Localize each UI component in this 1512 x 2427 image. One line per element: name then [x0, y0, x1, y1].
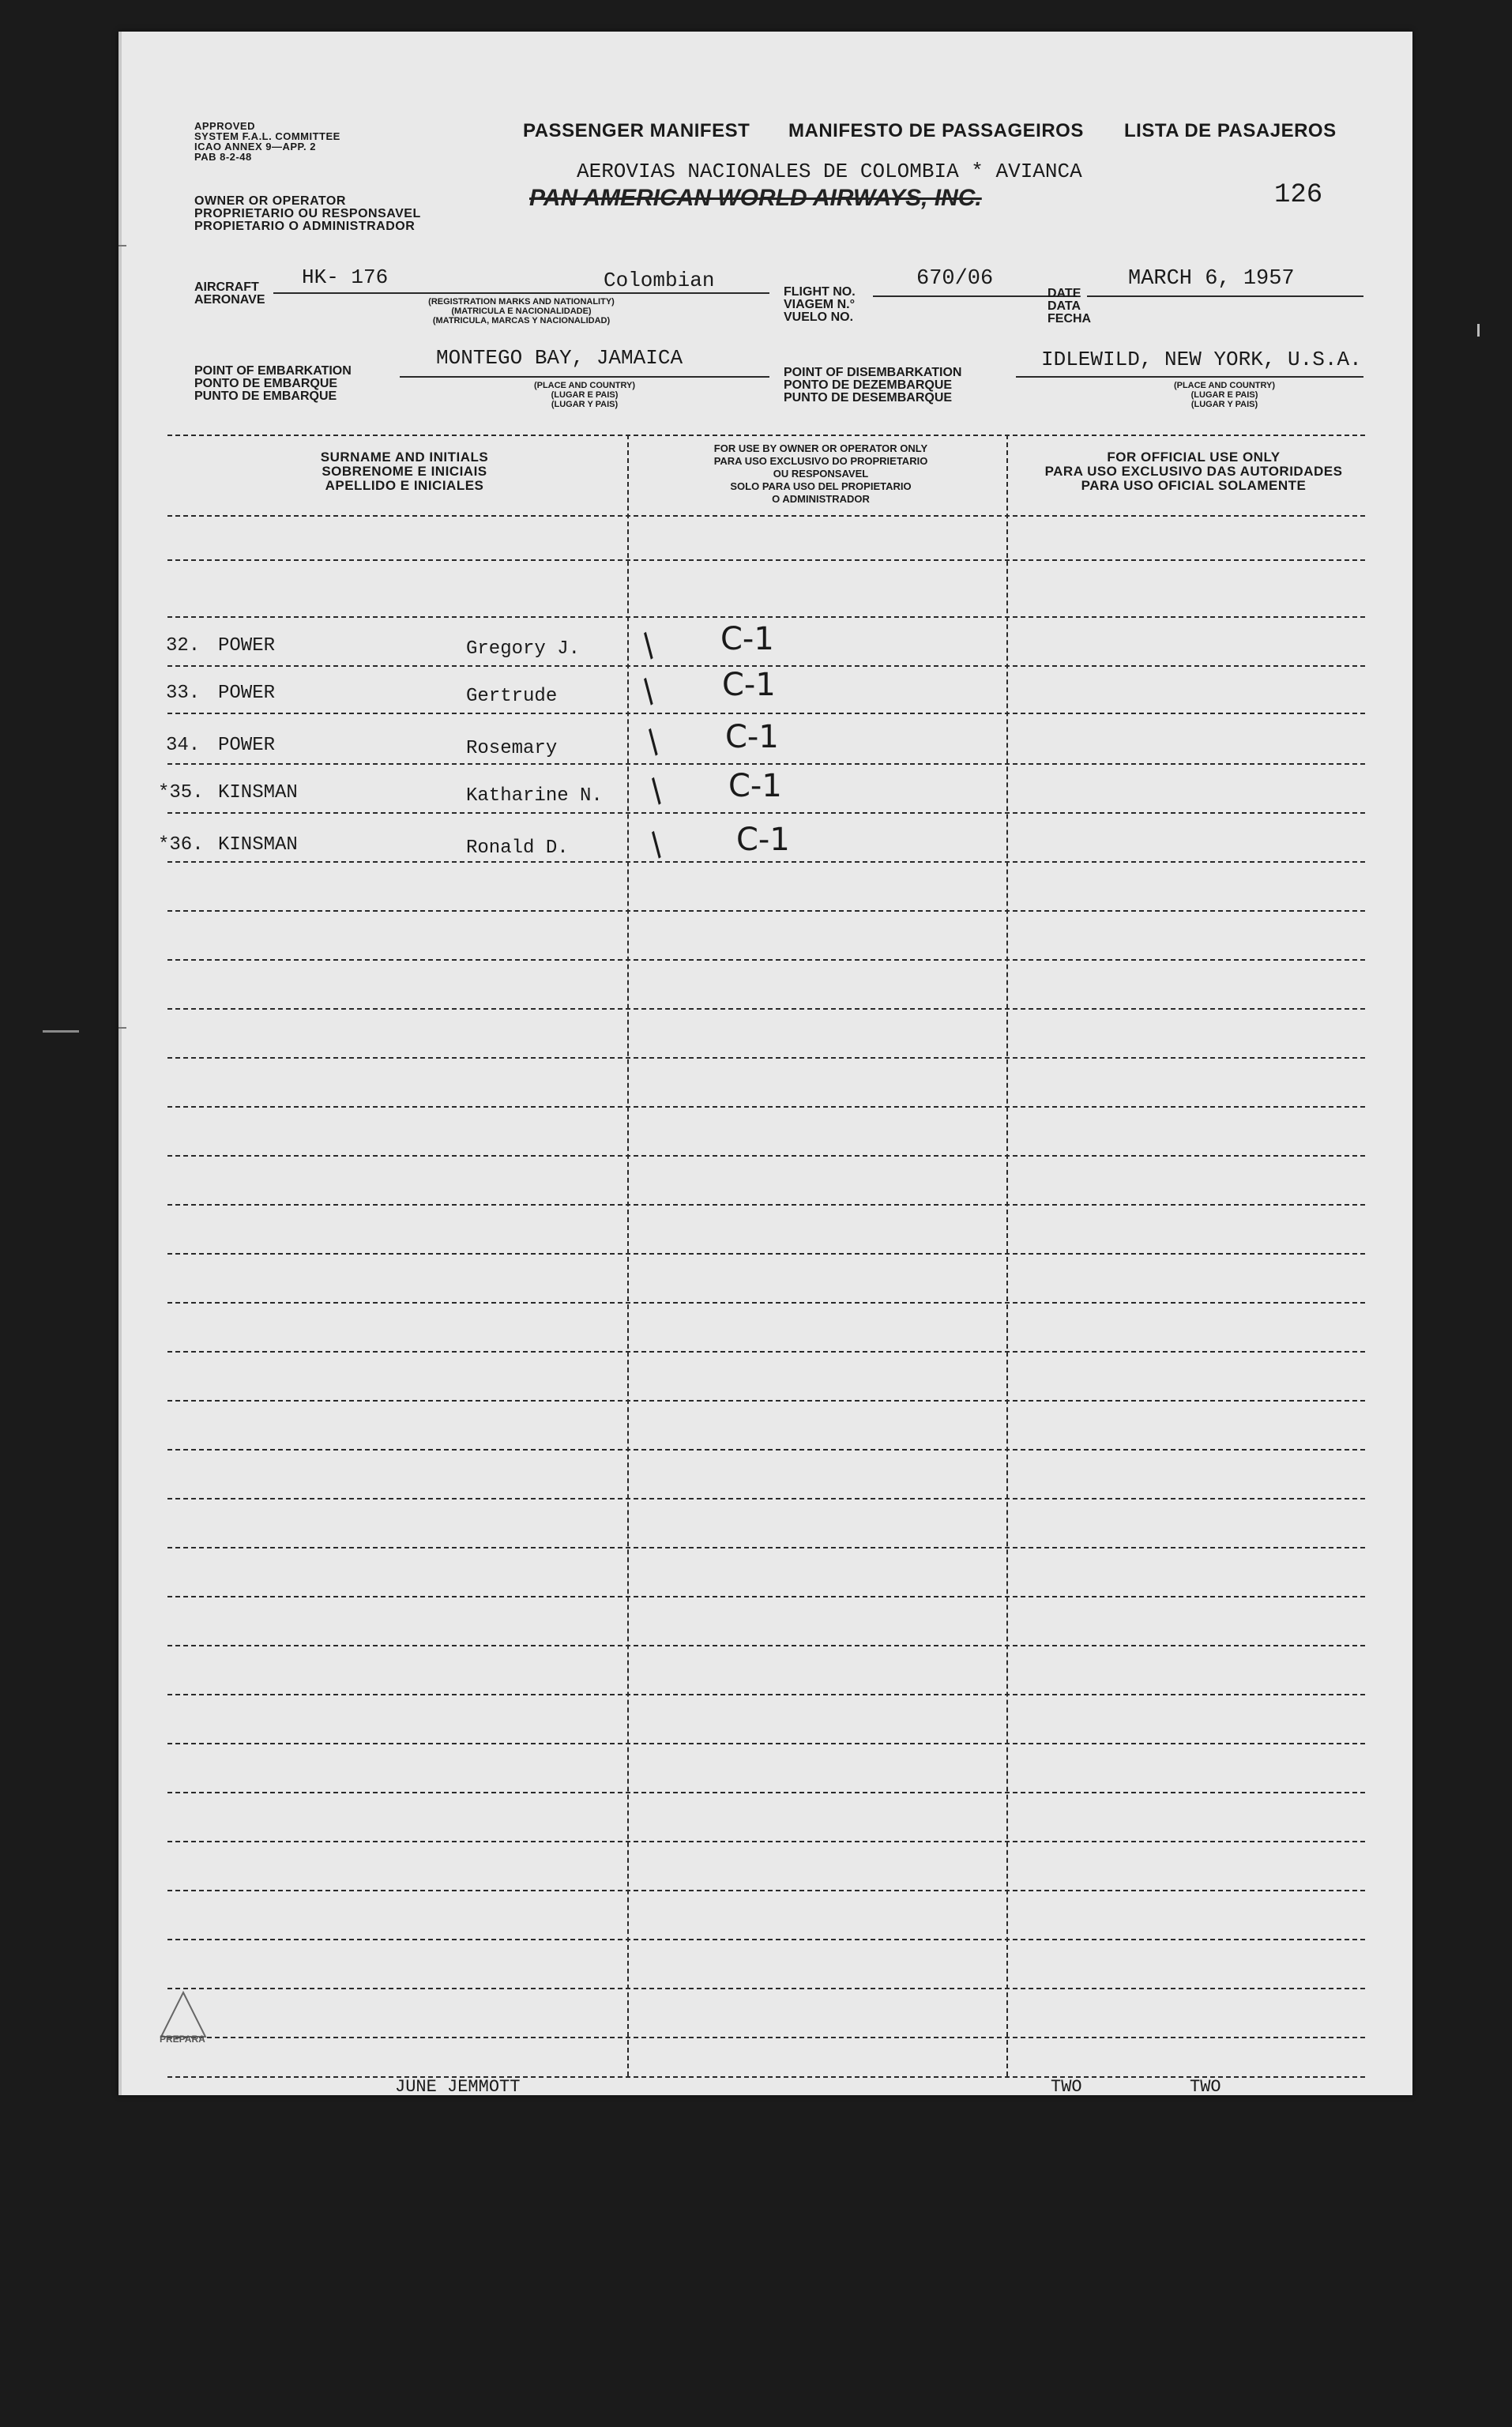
table-rule — [167, 1988, 1365, 1989]
column-header-line: O ADMINISTRADOR — [772, 493, 870, 505]
column-header-line: PARA USO EXCLUSIVO DAS AUTORIDADES — [1044, 464, 1343, 479]
flight-label-line: FLIGHT NO. — [784, 285, 856, 299]
column-header-line: APELLIDO E INICIALES — [325, 478, 484, 493]
passenger-surname: POWER — [218, 683, 276, 704]
flight-line — [873, 295, 1077, 297]
embarkation-value: MONTEGO BAY, JAMAICA — [436, 346, 683, 370]
aircraft-registration: HK- 176 — [302, 265, 389, 289]
caption-line: (PLACE AND COUNTRY) — [533, 381, 636, 390]
title-es: LISTA DE PASAJEROS — [1124, 120, 1337, 141]
passenger-surname: POWER — [218, 635, 276, 657]
aircraft-caption — [355, 297, 687, 325]
date-value: MARCH 6, 1957 — [1128, 267, 1295, 291]
table-rule — [167, 959, 1365, 961]
embarkation-label-line: PONTO DE EMBARQUE — [194, 377, 338, 390]
caption-line: (LUGAR Y PAIS) — [551, 400, 619, 409]
table-rule — [167, 1596, 1365, 1597]
table-rule — [167, 2076, 1365, 2078]
scan-notch — [118, 245, 126, 246]
passenger-given-name: Rosemary — [466, 738, 558, 759]
scan-edge — [118, 32, 122, 2095]
passenger-code: C-1 — [725, 719, 779, 755]
passenger-code: C-1 — [722, 667, 776, 703]
check-mark: / — [641, 772, 671, 810]
disembarkation-label — [784, 367, 961, 404]
table-rule — [167, 2037, 1365, 2038]
table-rule — [167, 1400, 1365, 1402]
passenger-number: *35. — [158, 782, 204, 803]
approval-line: PAB 8-2-48 — [194, 151, 252, 163]
embarkation-label — [194, 365, 352, 403]
column-header-line: SOLO PARA USO DEL PROPIETARIO — [730, 480, 912, 492]
table-rule — [167, 1939, 1365, 1940]
table-rule — [167, 1645, 1365, 1646]
operator-label — [194, 195, 421, 233]
flight-label-line: VIAGEM N.° — [784, 298, 855, 311]
date-label — [1047, 288, 1091, 325]
operator-label-line: PROPIETARIO O ADMINISTRADOR — [194, 220, 416, 233]
prepared-label: PREPARA — [160, 2034, 205, 2045]
passenger-given-name: Katharine N. — [466, 785, 603, 807]
caption-line: (MATRICULA E NACIONALIDADE) — [451, 307, 592, 316]
table-rule — [167, 515, 1365, 517]
page-number: 126 — [1274, 180, 1323, 210]
column-header-name — [167, 450, 641, 493]
column-header-line: SURNAME AND INITIALS — [320, 450, 489, 465]
table-rule — [167, 1547, 1365, 1548]
table-rule — [167, 1890, 1365, 1891]
flight-label-line: VUELO NO. — [784, 310, 854, 324]
caption-line: (LUGAR E PAIS) — [1190, 390, 1258, 400]
passenger-count: TWO — [1051, 2079, 1082, 2094]
date-label-line: FECHA — [1047, 312, 1092, 325]
aircraft-line — [273, 292, 769, 294]
passenger-number: 33. — [166, 683, 201, 704]
disembarkation-label-line: PONTO DE DEZEMBARQUE — [784, 378, 953, 392]
column-header-line: FOR OFFICIAL USE ONLY — [1107, 450, 1281, 465]
column-header-official — [1008, 450, 1379, 493]
passenger-given-name: Gregory J. — [466, 638, 581, 660]
approval-line: SYSTEM F.A.L. COMMITTEE — [194, 130, 340, 142]
scan-speck — [43, 1030, 79, 1033]
check-mark: / — [641, 826, 671, 864]
aircraft-nationality: Colombian — [604, 269, 715, 292]
passenger-surname: KINSMAN — [218, 782, 298, 803]
column-header-line: OU RESPONSAVEL — [773, 468, 869, 480]
passenger-number: 34. — [166, 735, 201, 756]
table-rule — [167, 616, 1365, 618]
aircraft-label-line: AERONAVE — [194, 293, 265, 307]
approval-block — [194, 121, 340, 162]
date-label-line: DATE — [1047, 287, 1081, 300]
passenger-given-name: Ronald D. — [466, 837, 569, 859]
title-en: PASSENGER MANIFEST — [523, 120, 750, 141]
embarkation-label-line: PUNTO DE EMBARQUE — [194, 389, 337, 403]
flight-label — [784, 286, 856, 324]
table-rule — [167, 1792, 1365, 1793]
passenger-code: C-1 — [736, 822, 790, 858]
table-rule — [167, 1253, 1365, 1255]
disembarkation-caption — [1106, 381, 1343, 409]
preparer-name: JUNE JEMMOTT — [395, 2079, 521, 2094]
table-rule — [167, 1498, 1365, 1499]
approval-line: ICAO ANNEX 9—APP. 2 — [194, 141, 316, 152]
caption-line: (LUGAR Y PAIS) — [1190, 400, 1258, 409]
check-mark: / — [634, 627, 663, 664]
aircraft-label-line: AIRCRAFT — [194, 280, 259, 294]
embarkation-label-line: POINT OF EMBARKATION — [194, 364, 352, 378]
table-rule — [167, 1351, 1365, 1353]
passenger-surname: POWER — [218, 735, 276, 756]
table-row — [166, 667, 1003, 719]
passenger-code: C-1 — [720, 621, 774, 657]
manifest-page — [118, 32, 1412, 2095]
table-rule — [167, 1449, 1365, 1451]
caption-line: (MATRICULA, MARCAS Y NACIONALIDAD) — [432, 316, 611, 325]
table-rule — [167, 1057, 1365, 1059]
caption-line: (PLACE AND COUNTRY) — [1173, 381, 1276, 390]
table-rule — [167, 1302, 1365, 1304]
column-header-line: FOR USE BY OWNER OR OPERATOR ONLY — [713, 442, 928, 454]
table-top-border — [167, 435, 1365, 436]
passenger-number: 32. — [166, 635, 201, 657]
column-header-line: SOBRENOME E INICIAIS — [322, 464, 487, 479]
disembarkation-label-line: PUNTO DE DESEMBARQUE — [784, 391, 953, 404]
disembarkation-value: IDLEWILD, NEW YORK, U.S.A. — [1041, 348, 1362, 371]
operator-label-line: OWNER OR OPERATOR — [194, 194, 346, 208]
date-label-line: DATA — [1047, 299, 1081, 313]
title-pt: MANIFESTO DE PASSAGEIROS — [788, 120, 1084, 141]
operator-typed: AEROVIAS NACIONALES DE COLOMBIA * AVIANCA — [577, 160, 1082, 183]
passenger-given-name: Gertrude — [466, 686, 558, 707]
table-rule — [167, 1204, 1365, 1206]
table-rule — [167, 1694, 1365, 1695]
passenger-code: C-1 — [728, 768, 782, 804]
table-row — [158, 768, 1003, 818]
table-row — [158, 822, 1003, 871]
table-rule — [167, 1743, 1365, 1744]
column-header-line: PARA USO OFICIAL SOLAMENTE — [1081, 478, 1307, 493]
table-row — [166, 621, 1003, 672]
check-mark: / — [634, 672, 663, 710]
embarkation-line — [400, 376, 769, 378]
caption-line: (REGISTRATION MARKS AND NATIONALITY) — [428, 297, 615, 307]
table-rule — [167, 1155, 1365, 1157]
passenger-number: *36. — [158, 834, 204, 856]
table-rule — [167, 1106, 1365, 1108]
operator-label-line: PROPRIETARIO OU RESPONSAVEL — [194, 207, 421, 220]
disembarkation-line — [1016, 376, 1363, 378]
disembarkation-label-line: POINT OF DISEMBARKATION — [784, 366, 962, 379]
flight-number: 670/06 — [916, 267, 994, 291]
passenger-count-official: TWO — [1190, 2079, 1221, 2094]
table-rule — [167, 1841, 1365, 1842]
column-header-operator — [630, 442, 1011, 506]
table-row — [166, 719, 1003, 771]
scan-notch — [118, 1027, 126, 1029]
column-header-line: PARA USO EXCLUSIVO DO PROPRIETARIO — [713, 455, 928, 467]
caption-line: (LUGAR E PAIS) — [551, 390, 619, 400]
table-rule — [167, 1008, 1365, 1010]
scan-speck — [1477, 324, 1480, 337]
passenger-surname: KINSMAN — [218, 834, 298, 856]
embarkation-caption — [466, 381, 703, 409]
date-line — [1087, 295, 1363, 297]
check-mark: / — [638, 723, 668, 761]
table-rule — [167, 910, 1365, 912]
approval-line: APPROVED — [194, 120, 255, 132]
prepared-stamp — [160, 1989, 207, 2053]
column-divider — [1006, 435, 1008, 2076]
table-rule — [167, 559, 1365, 561]
aircraft-label — [194, 281, 265, 307]
operator-struck: PAN AMERICAN WORLD AIRWAYS, INC. — [529, 185, 982, 211]
